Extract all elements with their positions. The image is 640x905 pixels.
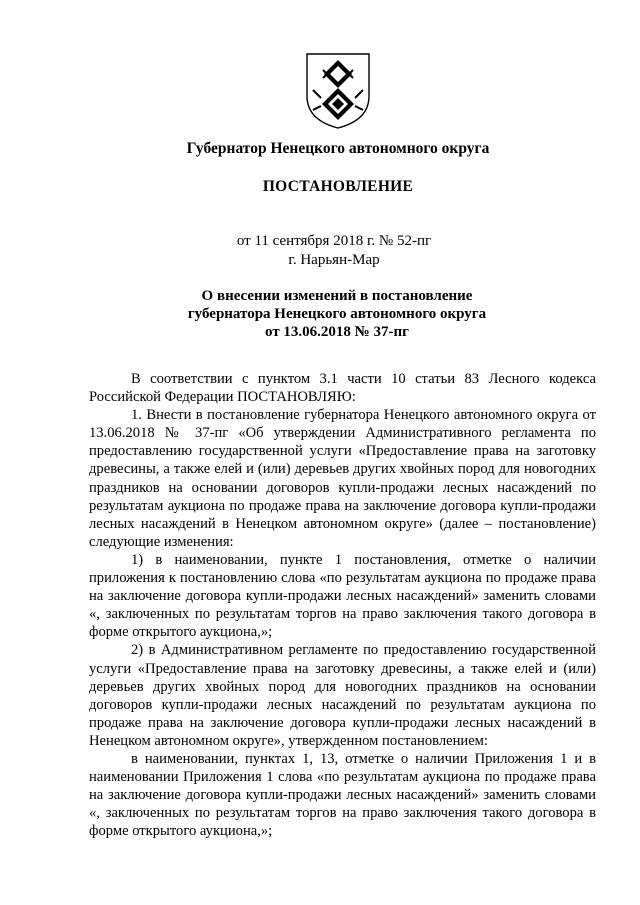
place-of-issue: г. Нарьян-Мар [288, 252, 380, 268]
item-1-paragraph: 1. Внести в постановление губернатора Ненецкого автономного округа от 13.06.2018 № 37-пг «Об утверждении Административного регламента по предоставлению государственной услуги «Предоставление права на заготовку древесины, а также елей и (или) деревьев других хвойных пород для новогодних праздников на основании договоров купли-продажи лесных насаждений по результатам аукциона по продаже права на заключение договора купли-продажи лесных насаждений в Ненецком автономном округе» (далее – постановление) следующие изменения: [89, 407, 596, 550]
issuer-title: Губернатор Ненецкого автономного округа [186, 140, 490, 157]
preamble-paragraph: В соответствии с пунктом 3.1 части 10 статьи 83 Лесного кодекса Российской Федерации ПОСТАНОВЛЯЮ: [89, 371, 596, 406]
subitem-1-paragraph: 1) в наименовании, пункте 1 постановления, отметке о наличии приложения к постановлению слова «по результатам аукциона по продаже права на заключение договора купли-продажи лесных насаждений» заменить словами «, заключенных по результатам торгов на право заключения такого договора в форме открытого аукциона,»; [89, 551, 596, 641]
subject-line: губернатора Ненецкого автономного округа [187, 306, 487, 322]
subject-line: от 13.06.2018 № 37-пг [265, 324, 409, 340]
subject-line: О внесении изменений в постановление [201, 288, 473, 304]
document-body [89, 370, 596, 840]
document-subject [17, 287, 640, 341]
subitem-2-paragraph: 2) в Административном регламенте по предоставлению государственной услуги «Предоставление права на заготовку древесины, а также елей и (или) деревьев других хвойных пород для новогодних праздников на основании договоров купли-продажи лесных насаждений по результатам аукциона по продаже права на заключение договора купли-продажи лесных насаждений в Ненецком автономном округе», утвержденном постановлением: [89, 642, 596, 749]
coat-of-arms-icon [303, 50, 373, 130]
subitem-2a-paragraph: в наименовании, пунктах 1, 13, отметке о наличии Приложения 1 и в наименовании Приложения 1 слова «по результатам аукциона по продаже права на заключение договора купли-продажи лесных насаждений» заменить словами «, заключенных по результатам торгов на право заключения такого договора в форме открытого аукциона,»; [89, 750, 596, 840]
date-and-number: от 11 сентября 2018 г. № 52-пг [236, 233, 432, 249]
document-type: ПОСТАНОВЛЕНИЕ [262, 178, 414, 195]
